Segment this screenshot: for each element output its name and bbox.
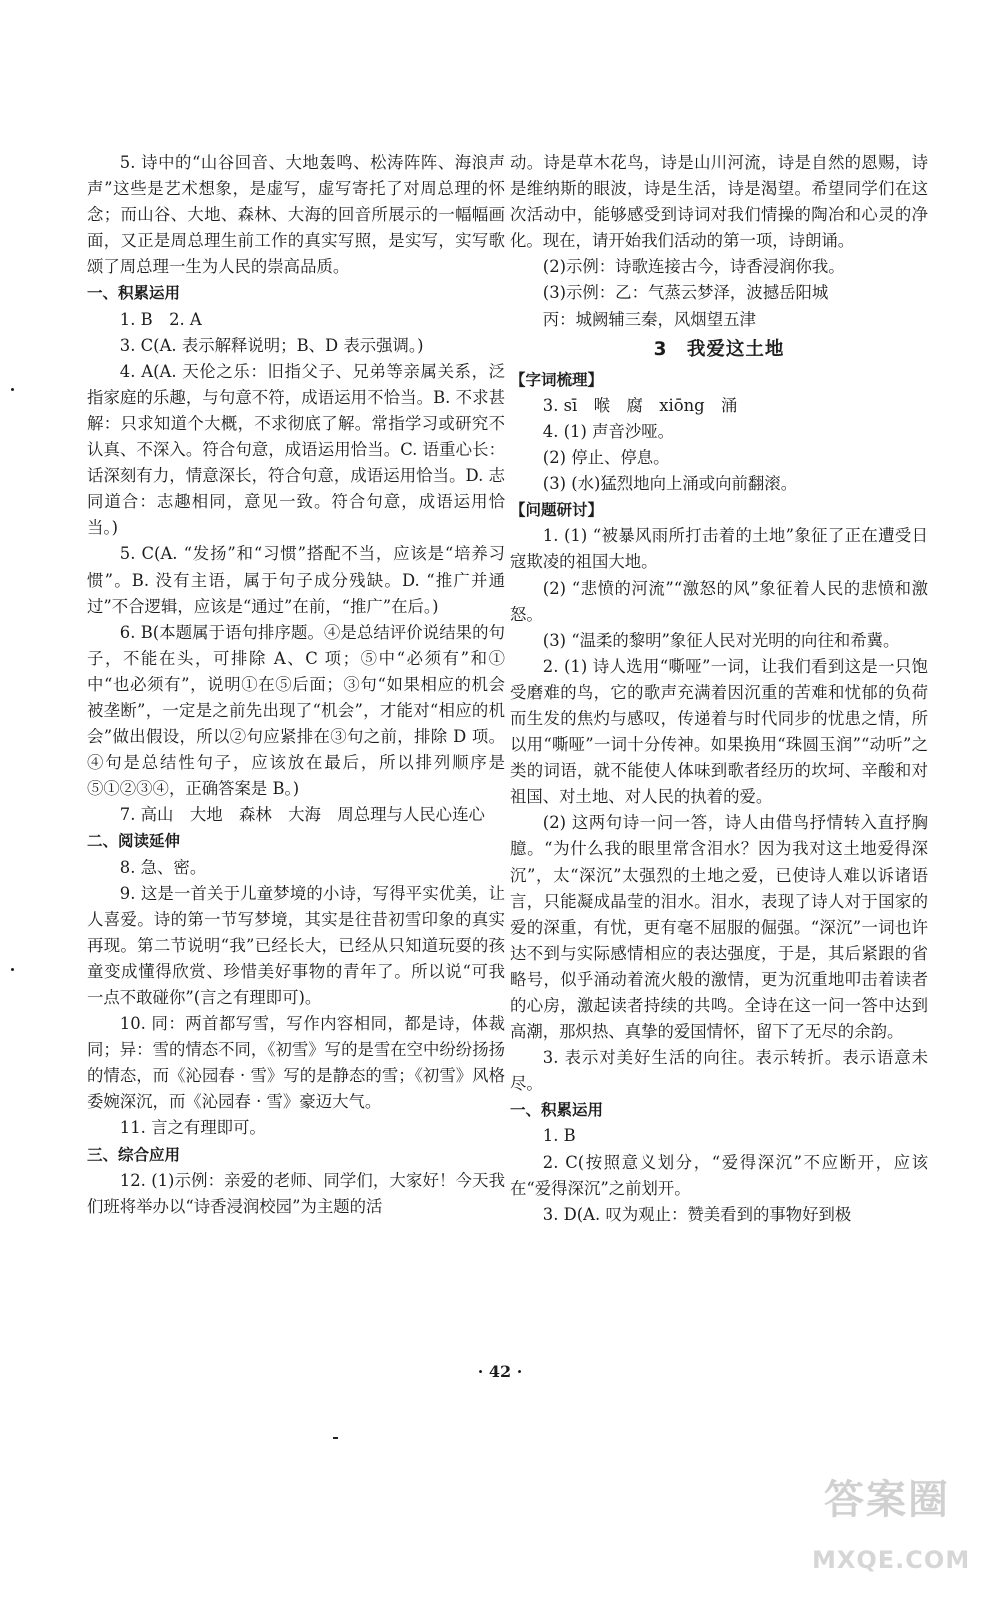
answer-vocab-3: 3. sī 喉 腐 xiōng 涌: [542, 395, 738, 415]
margin-dot: [11, 388, 14, 391]
answer-discussion-3: 3. 表示对美好生活的向往。表示转折。表示语意未尽。: [510, 1048, 928, 1094]
answer-acc-3: 3. D(A. 叹为观止：赞美看到的事物好到极: [542, 1204, 852, 1224]
answer-q4: 4. A(A. 天伦之乐：旧指父子、兄弟等亲属关系，泛指家庭的乐趣，与句意不符，成语运用不恰当。B. 不求甚解：只求知道个大概，不求彻底了解。常指学习或研究不认真、不深入。符合句意，成语运用恰当。C. 语重心长：话深刻有力，情意深长，符合句意，成语运用恰当。D. 志同道合：志趣相同，意见一致。符合句意，成语运用恰当。): [87, 361, 505, 538]
answer-q1-q2: 1. B 2. A: [119, 309, 202, 329]
lesson-title: 3 我爱这土地: [653, 338, 785, 360]
section-heading-accumulation-2: 一、积累运用: [510, 1101, 604, 1120]
answer-q12-3: (3)示例：乙：气蒸云梦泽，波撼岳阳城: [542, 283, 829, 303]
answer-q5: 5. C(A. “发扬”和“习惯”搭配不当，应该是“培养习惯”。B. 没有主语，属于句子成分残缺。D. “推广并通过”不合逻辑，应该是“通过”在前，“推广”在后。): [87, 544, 505, 616]
answer-discussion-2-1: 2. (1) 诗人选用“嘶哑”一词，让我们看到这是一只饱受磨难的鸟，它的歌声充满着因沉重的苦难和忧郁的负荷而生发的焦灼与感叹，传递着与时代同步的忧患之情，所以用“嘶哑”一词十分传神。如果换用“珠圆玉润”“动听”之类的词语，就不能使人体味到歌者经历的坎坷、辛酸和对祖国、对土地、对人民的执着的爱。: [510, 656, 928, 807]
page-number: · 42 ·: [477, 1362, 523, 1381]
section-heading-vocabulary: 【字词梳理】: [510, 370, 604, 389]
answer-q12: 12. (1)示例：亲爱的老师、同学们，大家好！今天我们班将举办以“诗香浸润校园”为主题的活: [87, 1170, 505, 1216]
answer-q12-continued: 动。诗是草木花鸟，诗是山川河流，诗是自然的恩赐，诗是维纳斯的眼波，诗是生活，诗是渴望。希望同学们在这次活动中，能够感受到诗词对我们情操的陶冶和心灵的净化。现在，请开始我们活动的第一项，诗朗诵。: [510, 153, 928, 251]
answer-acc-1: 1. B: [542, 1126, 576, 1146]
right-column: [510, 150, 928, 1228]
answer-discussion-1-2: (2) “悲愤的河流”“激怒的风”象征着人民的悲愤和激怒。: [510, 578, 928, 624]
answer-vocab-4-3: (3) (水)猛烈地向上涌或向前翻滚。: [542, 474, 798, 494]
watermark-bottom-text: MXQE.COM: [812, 1546, 971, 1574]
answer-q3: 3. C(A. 表示解释说明；B、D 表示强调。): [119, 335, 424, 355]
answer-acc-2: 2. C(按照意义划分，“爱得深沉”不应断开，应该在“爱得深沉”之前划开。: [510, 1152, 928, 1198]
scan-speck: [333, 1437, 338, 1439]
answer-q11: 11. 言之有理即可。: [119, 1118, 266, 1138]
section-heading-discussion: 【问题研讨】: [510, 501, 604, 520]
paragraph-q5: 5. 诗中的“山谷回音、大地轰鸣、松涛阵阵、海浪声声”这些是艺术想象，是虚写，虚写寄托了对周总理的怀念；而山谷、大地、森林、大海的回音所展示的一幅幅画面，又正是周总理生前工作的真实写照，是实写，实写歌颂了周总理一生为人民的崇高品质。: [87, 153, 505, 277]
answer-discussion-1-3: (3) “温柔的黎明”象征人民对光明的向往和希冀。: [542, 630, 900, 650]
margin-dot: [11, 968, 14, 971]
section-heading-accumulation: 一、积累运用: [87, 284, 181, 303]
answer-q10: 10. 同：两首都写雪，写作内容相同，都是诗，体裁同；异：雪的情态不同，《初雪》写的是雪在空中纷纷扬扬的情态，而《沁园春 · 雪》写的是静态的雪；《初雪》风格委婉深沉，而《沁园春 · 雪》豪迈大气。: [87, 1014, 505, 1112]
left-column: [87, 150, 505, 1220]
answer-q12-3-bing: 丙：城阙辅三秦，风烟望五津: [542, 309, 756, 329]
answer-vocab-4-1: 4. (1) 声音沙哑。: [542, 421, 675, 441]
answer-q6: 6. B(本题属于语句排序题。④是总结评价说结果的句子，不能在头，可排除 A、C 项；⑤中“必须有”和①中“也必须有”，说明①在⑤后面；③句“如果相应的机会被垄断”，一定是之前先出现了“机会”，才能对“相应的机会”做出假设，所以②句应紧排在③句之前，排除 D 项。④句是总结性句子，应该放在最后，所以排列顺序是⑤①②③④，正确答案是 B。): [87, 622, 505, 799]
section-heading-application: 三、综合应用: [87, 1145, 181, 1164]
answer-q9: 9. 这是一首关于儿童梦境的小诗，写得平实优美，让人喜爱。诗的第一节写梦境，其实是往昔初雪印象的真实再现。第二节说明“我”已经长大，已经从只知道玩耍的孩童变成懂得欣赏、珍惜美好事物的青年了。所以说“可我一点不敢碰你”(言之有理即可)。: [87, 883, 505, 1007]
watermark-logo: [812, 1468, 971, 1586]
answer-q7: 7. 高山 大地 森林 大海 周总理与人民心连心: [119, 805, 485, 825]
answer-discussion-1-1: 1. (1) “被暴风雨所打击着的土地”象征了正在遭受日寇欺凌的祖国大地。: [510, 526, 928, 572]
answer-q12-2: (2)示例：诗歌连接古今，诗香浸润你我。: [542, 257, 845, 277]
section-heading-reading: 二、阅读延伸: [87, 832, 181, 851]
answer-vocab-4-2: (2) 停止、停息。: [542, 448, 670, 468]
answer-discussion-2-2: (2) 这两句诗一问一答，诗人由借鸟抒情转入直抒胸臆。“为什么我的眼里常含泪水？因为我对这土地爱得深沉”，太“深沉”太强烈的土地之爱，已使诗人难以诉诸语言，只能凝成晶莹的泪水。泪水，表现了诗人对于国家的爱的深重，有忧，更有毫不屈服的倔强。“深沉”一词也许达不到与实际感情相应的表达强度，于是，其后紧跟的省略号，似乎涌动着流火般的激情，更为沉重地叩击着读者的心房，激起读者持续的共鸣。全诗在这一问一答中达到高潮，那炽热、真挚的爱国情怀，留下了无尽的余韵。: [510, 813, 928, 1042]
answer-q8: 8. 急、密。: [119, 857, 207, 877]
watermark-top-text: 答案圈: [824, 1477, 950, 1523]
